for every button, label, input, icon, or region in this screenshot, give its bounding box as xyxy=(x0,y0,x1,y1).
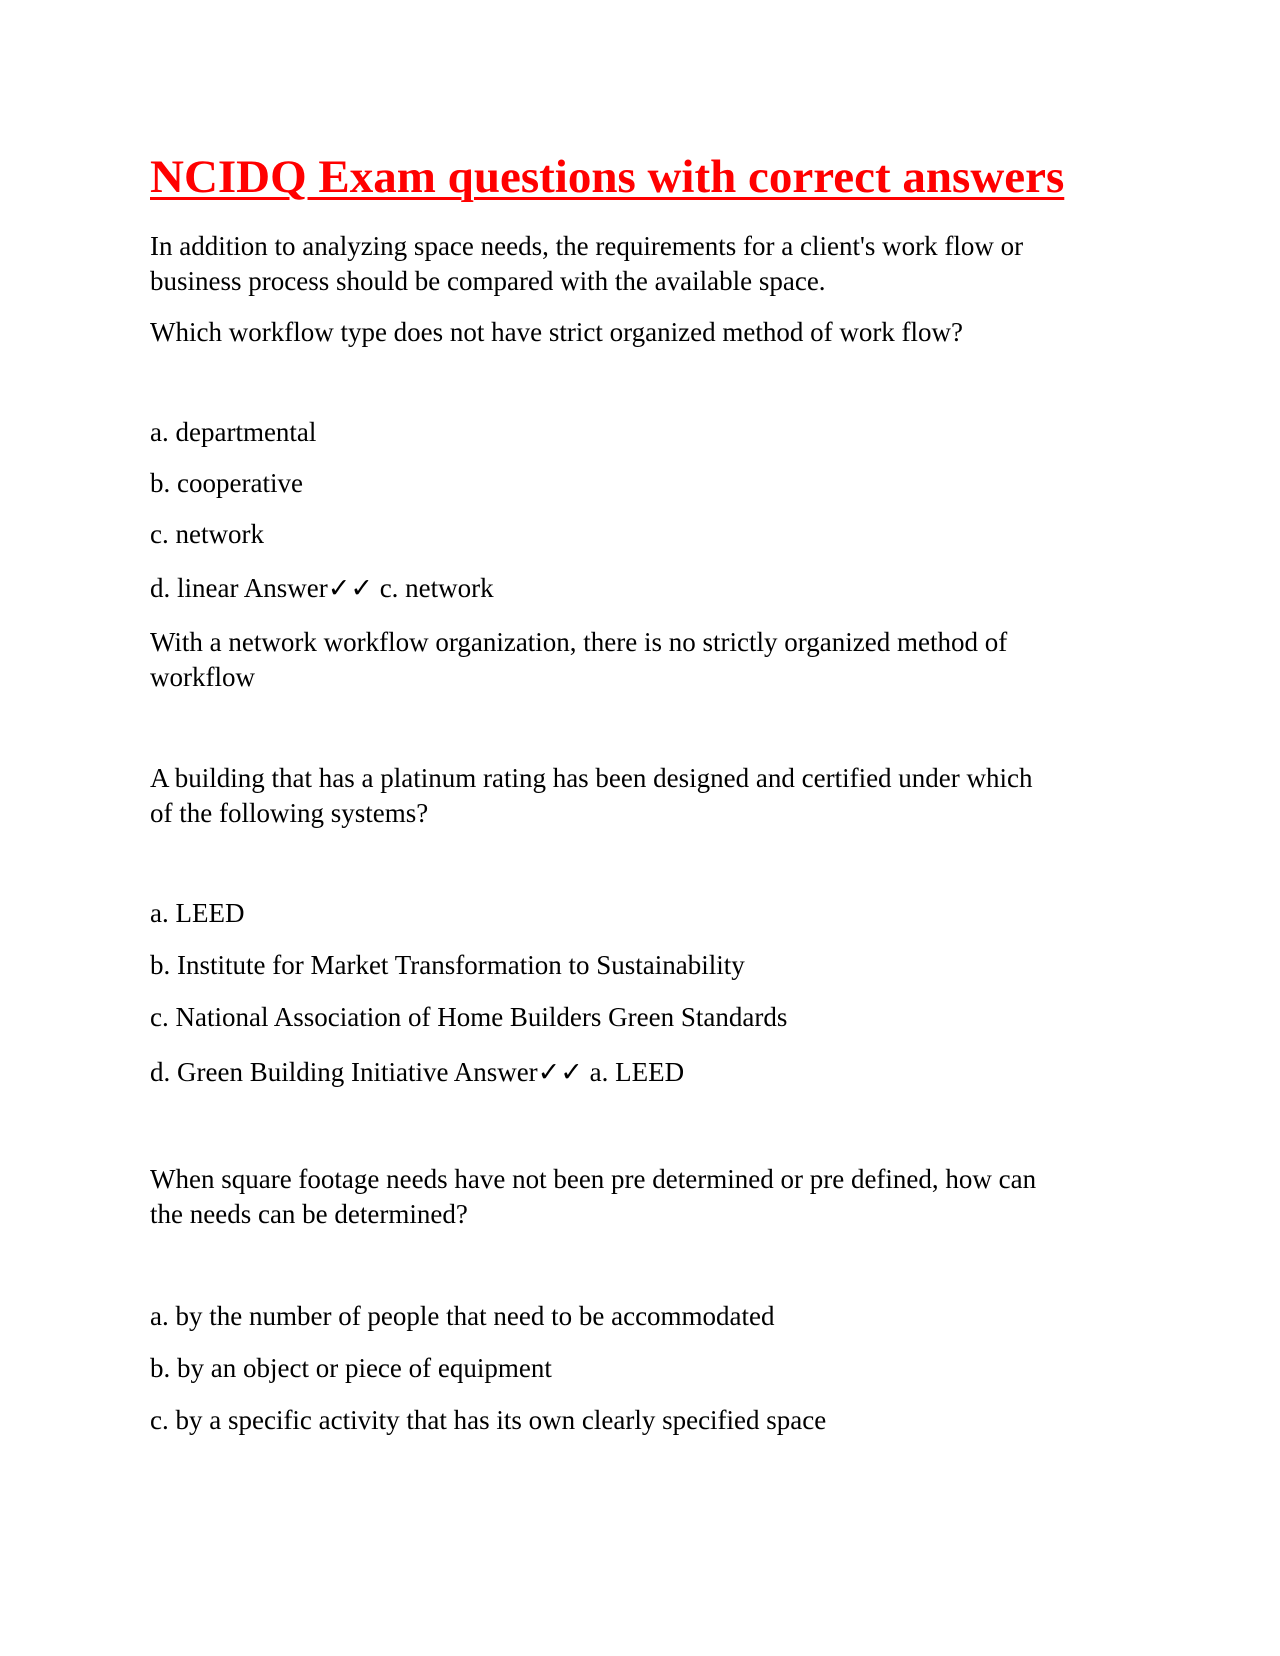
q1-option-a: a. departmental xyxy=(150,417,317,447)
q1-option-c: c. network xyxy=(150,519,264,549)
q1-intro-line-2: business process should be compared with the available space. xyxy=(150,266,826,296)
q3-option-a: a. by the number of people that need to be accommodated xyxy=(150,1301,775,1331)
q1-explanation-line-2: workflow xyxy=(150,662,255,692)
q1-question: Which workflow type does not have strict organized method of work flow? xyxy=(150,317,964,347)
q2-option-d-answer: d. Green Building Initiative Answer✓✓ a. LEED xyxy=(150,1057,685,1087)
q3-option-c: c. by a specific activity that has its own clearly specified space xyxy=(150,1405,827,1435)
q1-option-d-answer: d. linear Answer✓✓ c. network xyxy=(150,573,494,603)
q2-option-c: c. National Association of Home Builders Green Standards xyxy=(150,1002,788,1032)
q2-option-a: a. LEED xyxy=(150,898,245,928)
q2-question-line-2: of the following systems? xyxy=(150,798,429,828)
q3-question-line-2: the needs can be determined? xyxy=(150,1199,468,1229)
q3-question-line-1: When square footage needs have not been pre determined or pre defined, how can xyxy=(150,1164,1037,1194)
q2-option-b: b. Institute for Market Transformation to Sustainability xyxy=(150,950,745,980)
q2-question-line-1: A building that has a platinum rating has been designed and certified under which xyxy=(150,763,1033,793)
q3-option-b: b. by an object or piece of equipment xyxy=(150,1353,552,1383)
q1-option-b: b. cooperative xyxy=(150,468,303,498)
document-title: NCIDQ Exam questions with correct answers xyxy=(150,151,1065,203)
q1-intro-line-1: In addition to analyzing space needs, the requirements for a client's work flow or xyxy=(150,231,1024,261)
q1-explanation-line-1: With a network workflow organization, there is no strictly organized method of xyxy=(150,627,1008,657)
